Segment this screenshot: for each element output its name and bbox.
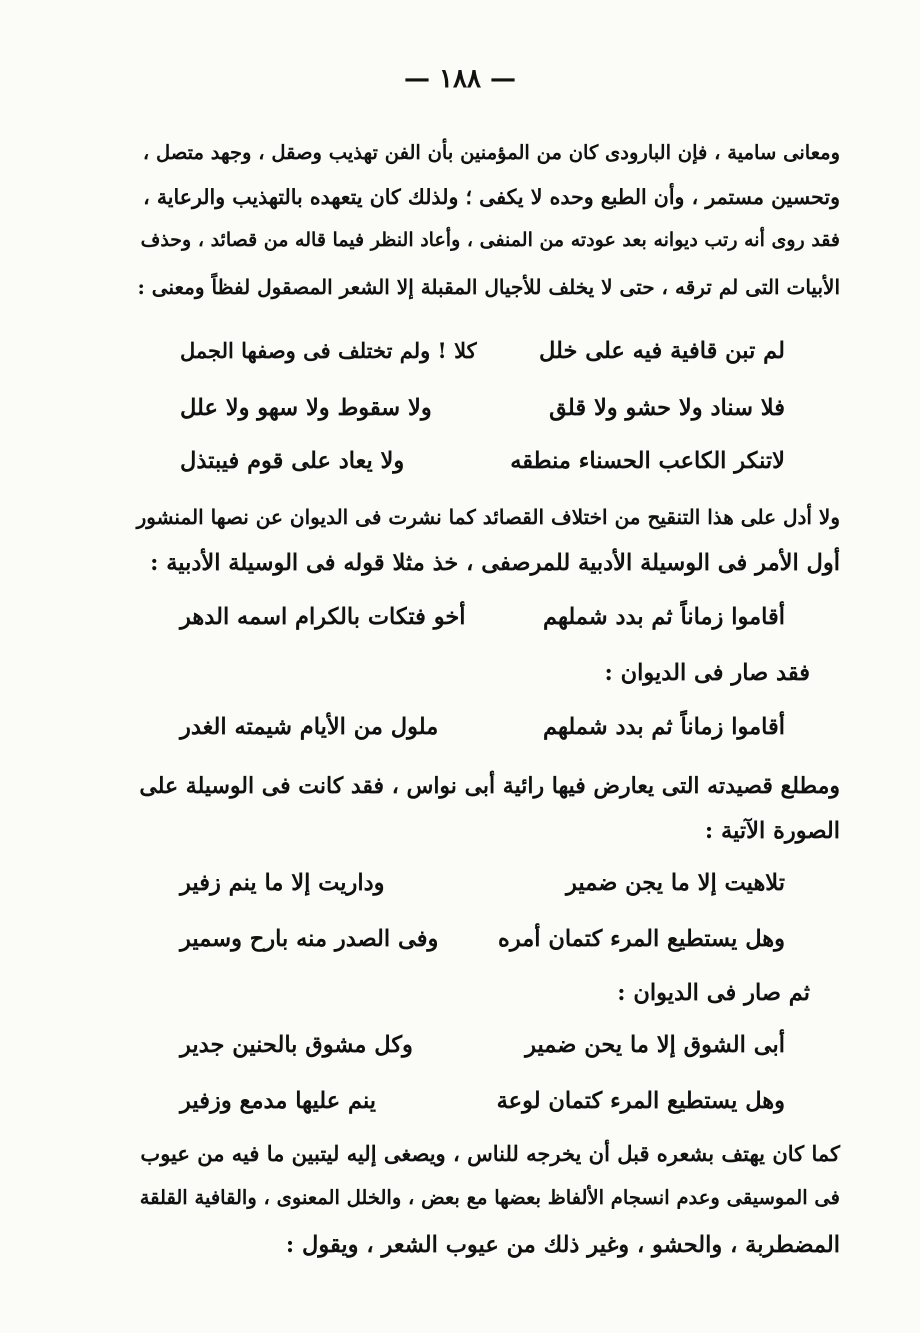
verse-first-hemistich: وهل يستطيع المرء كتمان لوعة	[496, 1088, 785, 1114]
paragraph-line: أول الأمر فى الوسيلة الأدبية للمرصفى ، خذ مثلا قوله فى الوسيلة الأدبية :	[150, 550, 840, 576]
verse-second-hemistich: وفى الصدر منه بارح وسمير	[180, 926, 439, 952]
verse-line	[180, 926, 785, 960]
verse-line	[180, 1032, 785, 1066]
verse-first-hemistich: فلا سناد ولا حشو ولا قلق	[549, 395, 785, 421]
paragraph-line: فى الموسيقى وعدم انسجام الألفاظ بعضها مع بعض ، والخلل المعنوى ، والقافية القلقة	[139, 1186, 840, 1209]
verse-second-hemistich: ولا سقوط ولا سهو ولا علل	[180, 395, 432, 421]
paragraph-line: وتحسين مستمر ، وأن الطبع وحده لا يكفى ؛ ولذلك كان يتعهده بالتهذيب والرعاية ،	[143, 185, 840, 209]
verse-line	[180, 338, 785, 372]
verse-first-hemistich: أقاموا زماناً ثم بدد شملهم	[543, 714, 785, 740]
verse-first-hemistich: لاتنكر الكاعب الحسناء منطقه	[510, 448, 785, 474]
verse-second-hemistich: وكل مشوق بالحنين جدير	[180, 1032, 413, 1058]
verse-line	[180, 714, 785, 748]
paragraph-line: كما كان يهتف بشعره قبل أن يخرجه للناس ، ويصغى إليه ليتبين ما فيه من عيوب	[140, 1141, 840, 1166]
verse-first-hemistich: تلاهيت إلا ما يجن ضمير	[566, 870, 785, 896]
verse-line	[180, 870, 785, 904]
verse-second-hemistich: كلا ! ولم تختلف فى وصفها الجمل	[180, 338, 477, 363]
paragraph-line: المضطربة ، والحشو ، وغير ذلك من عيوب الشعر ، ويقول :	[285, 1232, 840, 1258]
paragraph-line: الصورة الآتية :	[704, 818, 840, 844]
verse-first-hemistich: لم تبن قافية فيه على خلل	[538, 338, 785, 364]
section-label: ثم صار فى الديوان :	[617, 980, 810, 1006]
verse-first-hemistich: أبى الشوق إلا ما يحن ضمير	[525, 1032, 785, 1058]
paragraph-line: ومعانى سامية ، فإن البارودى كان من المؤمنين بأن الفن تهذيب وصقل ، وجهد متصل ،	[142, 141, 840, 164]
paragraph-line: فقد روى أنه رتب ديوانه بعد عودته من المنفى ، وأعاد النظر فيما قاله من قصائد ، وحذف	[140, 229, 840, 251]
verse-second-hemistich: ولا يعاد على قوم فيبتذل	[180, 448, 405, 474]
verse-second-hemistich: ملول من الأيام شيمته الغدر	[180, 714, 439, 740]
verse-line	[180, 395, 785, 429]
verse-line	[180, 448, 785, 482]
section-label: فقد صار فى الديوان :	[604, 660, 810, 686]
verse-line	[180, 1088, 785, 1122]
verse-second-hemistich: وداريت إلا ما ينم زفير	[180, 870, 385, 896]
page-number: — ١٨٨ —	[403, 64, 517, 94]
verse-second-hemistich: أخو فتكات بالكرام اسمه الدهر	[180, 604, 466, 630]
verse-first-hemistich: أقاموا زماناً ثم بدد شملهم	[543, 604, 785, 630]
paragraph-line: ولا أدل على هذا التنقيح من اختلاف القصائد كما نشرت فى الديوان عن نصها المنشور	[136, 505, 840, 529]
paragraph-line: ومطلع قصيدته التى يعارض فيها رائية أبى نواس ، فقد كانت فى الوسيلة على	[139, 773, 840, 799]
verse-first-hemistich: وهل يستطيع المرء كتمان أمره	[498, 926, 785, 952]
verse-second-hemistich: ينم عليها مدمع وزفير	[180, 1088, 376, 1114]
verse-line	[180, 604, 785, 638]
paragraph-line: الأبيات التى لم ترقه ، حتى لا يخلف للأجيال المقبلة إلا الشعر المصقول لفظاً ومعنى :	[137, 275, 840, 299]
